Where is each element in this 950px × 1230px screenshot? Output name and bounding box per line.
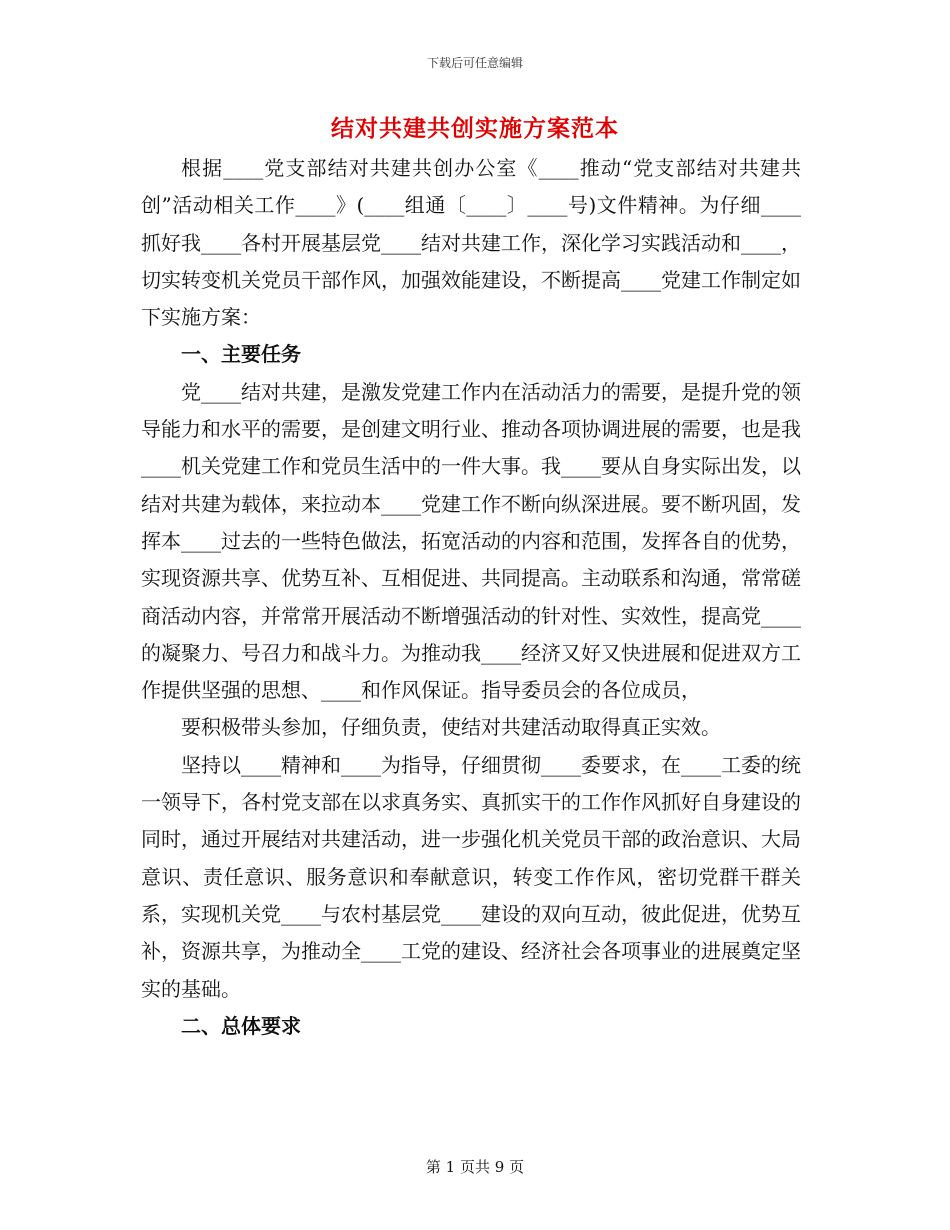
main-tasks-paragraph-2: 要积极带头参加，仔细负责，使结对共建活动取得真正实效。 bbox=[181, 715, 721, 740]
page-number-footer: 第 1 页共 9 页 bbox=[425, 1158, 525, 1176]
page-header-note: 下载后可任意编辑 bbox=[426, 56, 523, 70]
intro-paragraph: 根据____党支部结对共建共创办公室《____推动“党支部结对共建共创”活动相关工作____》(____组通〔____〕____号)文件精神。为仔细____抓好我____各村开展基层党____结对共建工作，深化学习实践活动和____，切实转变机关党员干部作风，加强效能建设，不断提高____党建工作制定如下实施方案： bbox=[141, 156, 801, 330]
section-heading-overall-requirements: 二、总体要求 bbox=[181, 1013, 301, 1038]
main-tasks-paragraph-1: 党____结对共建，是激发党建工作内在活动活力的需要，是提升党的领导能力和水平的需要，是创建文明行业、推动各项协调进展的需要，也是我____机关党建工作和党员生活中的一件大事。我____要从自身实际出发，以结对共建为载体，来拉动本____党建工作不断向纵深进展。要不断巩固，发挥本____过去的一些特色做法，拓宽活动的内容和范围，发挥各自的优势，实现资源共享、优势互补、互相促进、共同提高。主动联系和沟通，常常磋商活动内容，并常常开展活动不断增强活动的针对性、实效性，提高党____的凝聚力、号召力和战斗力。为推动我____经济又好又快进展和促进双方工作提供坚强的思想、____和作风保证。指导委员会的各位成员， bbox=[141, 379, 801, 703]
section-heading-main-tasks: 一、主要任务 bbox=[181, 342, 301, 367]
main-tasks-paragraph-3: 坚持以____精神和____为指导，仔细贯彻____委要求，在____工委的统一领导下，各村党支部在以求真务实、真抓实干的工作作风抓好自身建设的同时，通过开展结对共建活动，进一步强化机关党员干部的政治意识、大局意识、责任意识、服务意识和奉献意识，转变工作作风，密切党群干群关系，实现机关党____与农村基层党____建设的双向互动，彼此促进，优势互补，资源共享，为推动全____工党的建设、经济社会各项事业的进展奠定坚实的基础。 bbox=[141, 752, 801, 1001]
document-title: 结对共建共创实施方案范本 bbox=[331, 115, 619, 142]
document-body bbox=[141, 150, 801, 1045]
